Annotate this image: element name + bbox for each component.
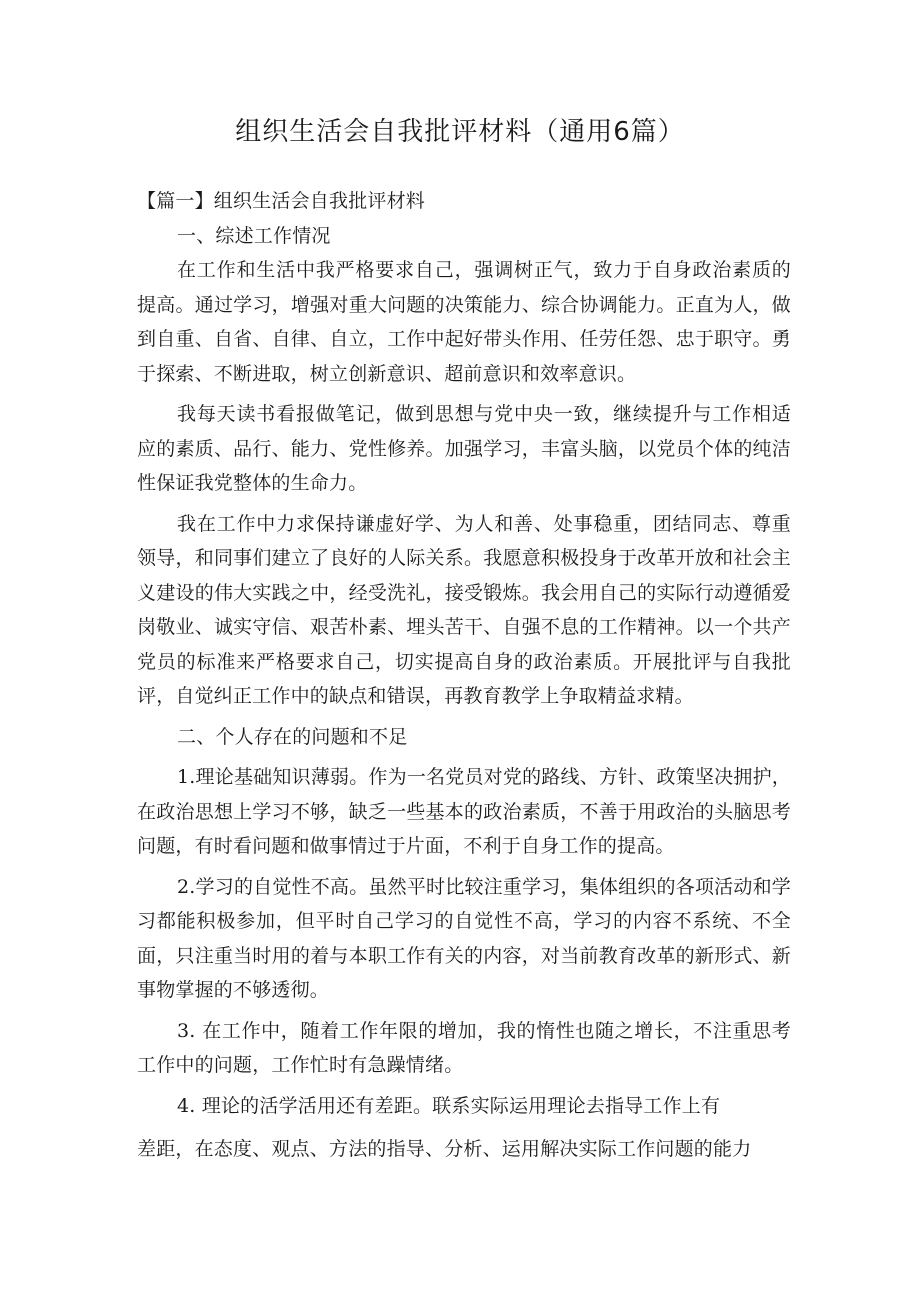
paragraph: 我每天读书看报做笔记，做到思想与党中央一致，继续提升与工作相适应的素质、品行、能力、党性修养。加强学习，丰富头脑，以党员个体的纯洁性保证我党整体的生命力。	[137, 403, 791, 494]
part-heading: 【篇一】组织生活会自我批评材料	[137, 190, 426, 212]
section-heading-2: 二、个人存在的问题和不足	[177, 725, 408, 748]
section-heading-1: 一、综述工作情况	[177, 224, 331, 247]
paragraph: 在工作和生活中我严格要求自己，强调树正气，致力于自身政治素质的提高。通过学习，增强对重大问题的决策能力、综合协调能力。正直为人，做到自重、自省、自律、自立，工作中起好带头作用、任劳任怨、忠于职守。勇于探索、不断进取，树立创新意识、超前意识和效率意识。	[137, 259, 791, 385]
list-item: 1.理论基础知识薄弱。作为一名党员对党的路线、方针、政策坚决拥护，在政治思想上学习不够，缺乏一些基本的政治素质，不善于用政治的头脑思考问题，有时看问题和做事情过于片面，不利于自身工作的提高。	[137, 766, 791, 857]
document-title: 组织生活会自我批评材料（通用6篇）	[235, 117, 685, 147]
list-item: 4. 理论的活学活用还有差距。联系实际运用理论去指导工作上有	[177, 1094, 721, 1117]
list-item: 3. 在工作中，随着工作年限的增加，我的惰性也随之增长，不注重思考工作中的问题，工作忙时有急躁情绪。	[137, 1019, 791, 1076]
trailing-line: 差距，在态度、观点、方法的指导、分析、运用解决实际工作问题的能力	[137, 1138, 752, 1160]
document-body	[137, 184, 791, 1123]
list-item: 2.学习的自觉性不高。虽然平时比较注重学习，集体组织的各项活动和学习都能积极参加，但平时自己学习的自觉性不高，学习的内容不系统、不全面，只注重当时用的着与本职工作有关的内容，对当前教育改革的新形式、新事物掌握的不够透彻。	[137, 875, 791, 1001]
paragraph: 我在工作中力求保持谦虚好学、为人和善、处事稳重，团结同志、尊重领导，和同事们建立了良好的人际关系。我愿意积极投身于改革开放和社会主义建设的伟大实践之中，经受洗礼，接受锻炼。我会用自己的实际行动遵循爱岗敬业、诚实守信、艰苦朴素、埋头苦干、自强不息的工作精神。以一个共产党员的标准来严格要求自己，切实提高自身的政治素质。开展批评与自我批评，自觉纠正工作中的缺点和错误，再教育教学上争取精益求精。	[137, 512, 791, 707]
